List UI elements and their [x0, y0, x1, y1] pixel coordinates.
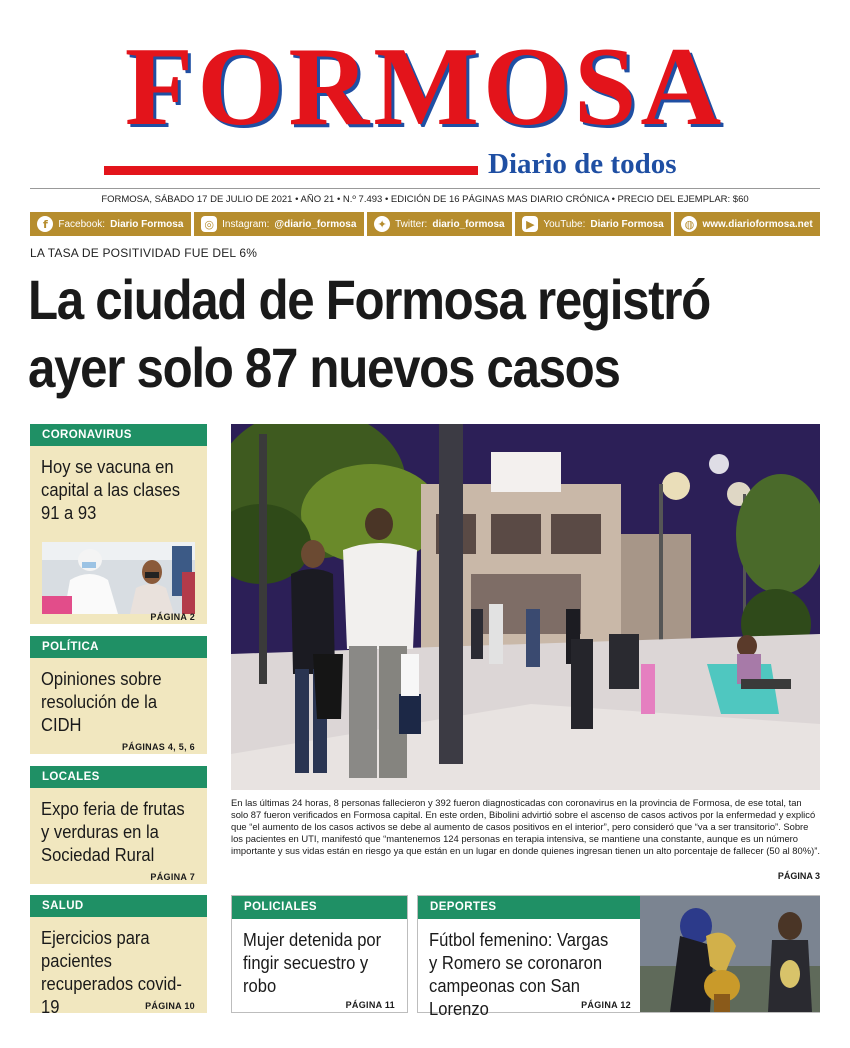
trophy-photo: [640, 896, 820, 1012]
section-tag: LOCALES: [30, 766, 207, 788]
page-reference: PÁGINA 7: [150, 872, 195, 882]
news-box-coronavirus[interactable]: [30, 424, 207, 624]
facebook-icon: f: [37, 216, 53, 232]
social-website-link[interactable]: [674, 212, 820, 236]
news-box-salud[interactable]: [30, 895, 207, 1017]
page-reference: PÁGINA 11: [345, 1000, 395, 1010]
news-box-deportes[interactable]: [417, 895, 820, 1019]
lead-kicker: LA TASA DE POSITIVIDAD FUE DEL 6%: [30, 246, 258, 260]
news-title: Mujer detenida por fingir secuestro y robo: [243, 930, 382, 996]
divider: [30, 188, 820, 189]
masthead-logo: FORMOSA: [124, 25, 726, 149]
instagram-icon: ◎: [201, 216, 217, 232]
page-reference: PÁGINAS 4, 5, 6: [121, 742, 195, 752]
news-title: Fútbol femenino: Vargas y Romero se coronaron campeonas con San Lorenzo: [429, 930, 609, 1019]
section-tag: SALUD: [30, 895, 207, 917]
social-label: Twitter:: [395, 218, 428, 230]
globe-icon: ◍: [681, 216, 697, 232]
headline-line: La ciudad de Formosa registró: [28, 268, 710, 331]
masthead-slogan: Diario de todos: [488, 148, 677, 180]
social-handle: Diario Formosa: [590, 218, 664, 230]
social-twitter-link[interactable]: [367, 212, 512, 236]
news-title: Ejercicios para pacientes recuperados covid-19: [41, 928, 182, 1017]
youtube-icon: ▶: [522, 216, 538, 232]
news-box-locales[interactable]: [30, 766, 207, 884]
section-tag: POLÍTICA: [30, 636, 207, 658]
social-youtube-link[interactable]: [515, 212, 671, 236]
social-label: Instagram:: [222, 218, 270, 230]
news-box-policiales[interactable]: [231, 895, 408, 1013]
twitter-icon: ✦: [374, 216, 390, 232]
social-handle: www.diarioformosa.net: [702, 218, 813, 230]
section-tag: POLICIALES: [232, 896, 407, 919]
social-bar: [30, 212, 820, 236]
social-handle: @diario_formosa: [274, 218, 357, 230]
news-title: Hoy se vacuna en capital a las clases 91 a 93: [41, 457, 181, 523]
section-tag: DEPORTES: [418, 896, 640, 919]
headline-line: ayer solo 87 nuevos casos: [28, 336, 620, 399]
lead-photo: [231, 424, 820, 790]
vaccination-photo: [42, 542, 195, 614]
section-tag: CORONAVIRUS: [30, 424, 207, 446]
social-label: Facebook:: [58, 218, 106, 230]
page-reference: PÁGINA 2: [150, 612, 195, 622]
masthead-red-rule: [104, 166, 478, 175]
news-title: Expo feria de frutas y verduras en la Sociedad Rural: [41, 799, 185, 865]
social-handle: diario_formosa: [432, 218, 505, 230]
edition-info: FORMOSA, SÁBADO 17 DE JULIO DE 2021 • AÑO 21 • N.º 7.493 • EDICIÓN DE 16 PÁGINAS MAS DIARIO CRÓNICA • PRECIO DEL EJEMPLAR: $60: [101, 194, 749, 205]
page-reference: PÁGINA 3: [777, 871, 820, 881]
social-facebook-link[interactable]: [30, 212, 191, 236]
social-handle: Diario Formosa: [110, 218, 184, 230]
page-reference: PÁGINA 10: [145, 1001, 195, 1011]
page-reference: PÁGINA 12: [581, 1000, 631, 1010]
news-box-politica[interactable]: [30, 636, 207, 754]
news-title: Opiniones sobre resolución de la CIDH: [41, 669, 162, 735]
lead-caption: En las últimas 24 horas, 8 personas fallecieron y 392 fueron diagnosticadas con coronavirus en la provincia de Formosa, de ese total, tan solo 87 fueron verificados en Formosa capital. En este orden, Bibolini advirtió sobre el ascenso de casos activos por la enfermedad y explicó que “el aumento de los casos activos se debe al aumento de casos positivos en el interior”, pero consideró que “va a ser transitorio”. Sobre los pacientes en UTI, manifestó que “mantenemos 124 personas en terapia intensiva, se mantiene una constante, aunque es un número importante y sus vidas están en riesgo ya que están en un lugar en donde quienes ingresan tienen un alto porcentaje de fallecer (50 al 80%)”.: [231, 797, 820, 856]
lead-headline[interactable]: [28, 266, 732, 406]
social-instagram-link[interactable]: [194, 212, 364, 236]
social-label: YouTube:: [543, 218, 586, 230]
